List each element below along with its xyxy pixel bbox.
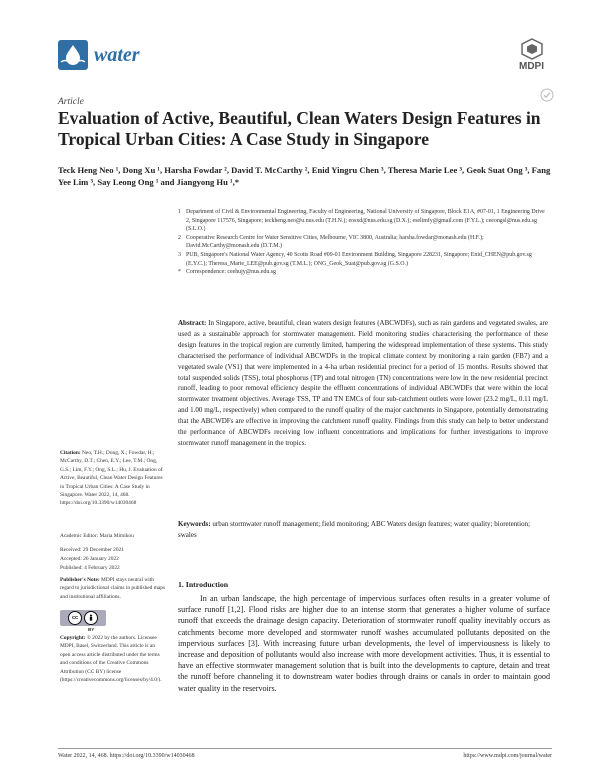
introduction-text: In an urban landscape, the high percentage of impervious surfaces often results in a greater volume of surface runoff [1,2]. Flood risks are higher due to an intense storm that generates a higher volume of surface runoff that exceeds the drainage design capacity. Deterioration of stormwater runoff quality inevitably occurs as catchments become more developed and stormwater runoff washes accumulated pollutants deposited on the impervious surfaces [3]. With increasing future urban developments, the level of imperviousness is likely to increase and deposition of pollutants would also increase with more development activities. Thus, it is essential to have an effective stormwater management solution that is built into the developments to capture, detain and treat the runoff before channeling it to downstream water bodies through drains or canals in order to maintain good water quality in the reservoirs. — [178, 594, 550, 693]
abstract — [178, 318, 548, 449]
author-list: Teck Heng Neo ¹, Dong Xu ¹, Harsha Fowdar ², David T. McCarthy ², Enid Yingru Chen ³, Theresa Marie Lee ³, Geok Suat Ong ³, Fang Yee Lim ³, Say Leong Ong ¹ and Jiangyong Hu ¹,* — [58, 165, 551, 187]
creative-commons-icon: cc — [68, 611, 82, 625]
affiliations — [178, 208, 550, 277]
publisher-note: Publisher's Note: MDPI stays neutral with regard to jurisdictional claims in published maps and institutional affiliations. — [60, 577, 166, 600]
article-type: Article — [58, 97, 84, 107]
attribution-icon — [84, 611, 98, 625]
abstract-text: In Singapore, active, beautiful, clean waters design features (ABCWDFs), such as rain gardens and vegetated swales, are used as a sustainable approach for stormwater management. Field monitoring studies characterising the performance of these design features in the tropical region are currently limited, hampering the widespread implementation of these systems. This study characterised the performance of individual ABCWDFs in the tropical climate context by monitoring a rain garden (FB7) and a vegetated swale (VS1) that were implemented in a 4-ha urban residential precinct for a period of 15 months. Results showed that total suspended solids (TSS), total phosphorus (TP) and total nitrogen (TN) concentrations were low in the new residential precinct runoff, leading to poor removal efficiency despite the effluent concentrations of individual ABCWDFs that were within the local stormwater treatment objectives. Average TSS, TP and TN EMCs of four sub-catchment outlets were lower (23.2 mg/L, 0.11 mg/L and 1.00 mg/L, respectively) when compared to the runoff quality of the major catchments in Singapore, potentially demonstrating that the ABCWDFs are effective in improving the catchment runoff quality. Findings from this study can help to better understand the performance of ABCWDFs receiving low influent concentrations and implications for further investigations to improve stormwater runoff management in the tropics. — [178, 319, 548, 447]
footer-citation[interactable]: Water 2022, 14, 468. https://doi.org/10.3390/w14030468 — [58, 753, 195, 759]
keywords-label: Keywords: — [178, 520, 211, 528]
citation: Citation: Neo, T.H.; Dong, X.; Fowdar, H.; McCarthy, D.T.; Chen, E.Y.; Lee, T.M.; Ong, G.S.; Lim, F.Y.; Ong, S.L.; Hu, J. Evaluation of Active, Beautiful, Clean Water Design Features in Tropical Urban Cities: A Case Study in Singapore. Water 2022, 14, 468. https://doi.org/10.3390/w14030468 — [60, 450, 163, 507]
journal-name: water — [94, 43, 140, 66]
published-date: Published: 4 February 2022 — [60, 565, 120, 571]
article-title: Evaluation of Active, Beautiful, Clean Waters Design Features in Tropical Urban Cities: A Case Study in Singapore — [58, 108, 541, 149]
copyright: Copyright: © 2022 by the authors. Licensee MDPI, Basel, Switzerland. This article is an open access article distributed under the terms and conditions of the Creative Commons Attribution (CC BY) license (https://creativecommons.org/licenses/by/4.0/). — [60, 635, 162, 684]
by-label: BY — [88, 627, 95, 632]
academic-editor: Academic Editor: Maria Mimikou — [60, 533, 134, 539]
footer-divider — [58, 748, 552, 749]
mdpi-hexagon-icon — [520, 38, 544, 60]
publisher-logo — [519, 38, 544, 72]
cc-by-license-badge[interactable] — [60, 610, 106, 626]
check-for-updates-icon[interactable] — [540, 88, 554, 107]
keywords — [178, 519, 548, 541]
keywords-text: urban stormwater runoff management; field monitoring; ABC Waters design features; water quality; bioretention; swales — [178, 520, 531, 539]
affiliation-item: 1 Department of Civil & Environmental Engineering, Faculty of Engineering, National University of Singapore, Block E1A, #07-01, 1 Engineering Drive 2, Singapore 117576, Singapore; teckheng.neo@u.nus.edu (T.H.N.); eosxd@nus.edu.sg (D.X.); eselimfy@gmail.com (F.Y.L.); ceeongsl@nus.edu.sg (S.L.O.) — [178, 209, 545, 233]
publisher-name: MDPI — [519, 61, 544, 72]
footer-journal-link[interactable]: https://www.mdpi.com/journal/water — [463, 753, 552, 759]
abstract-label: Abstract: — [178, 319, 207, 327]
received-date: Received: 29 December 2021 — [60, 547, 124, 553]
accepted-date: Accepted: 26 January 2022 — [60, 556, 119, 562]
section-heading: 1. Introduction — [178, 580, 229, 589]
journal-logo — [58, 40, 140, 70]
affiliation-item: 3 PUB, Singapore's National Water Agency, 40 Scotts Road #09-01 Environment Building, Singapore 228231, Singapore; Enid_CHEN@pub.gov.sg (E.Y.C.); Theresa_Marie_LEE@pub.gov.sg (T.M.L.); ONG_Geok_Suat@pub.gov.sg (G.S.O.) — [178, 251, 532, 267]
water-drop-icon — [58, 40, 88, 70]
affiliation-item: 2 Cooperative Research Centre for Water Sensitive Cities, Melbourne, VIC 3800, Australia; harsha.fowdar@monash.edu (H.F.); David.McCarthy@monash.edu (D.T.M.) — [178, 234, 484, 250]
correspondence: * Correspondence: ceehujy@nus.edu.sg — [178, 269, 276, 276]
